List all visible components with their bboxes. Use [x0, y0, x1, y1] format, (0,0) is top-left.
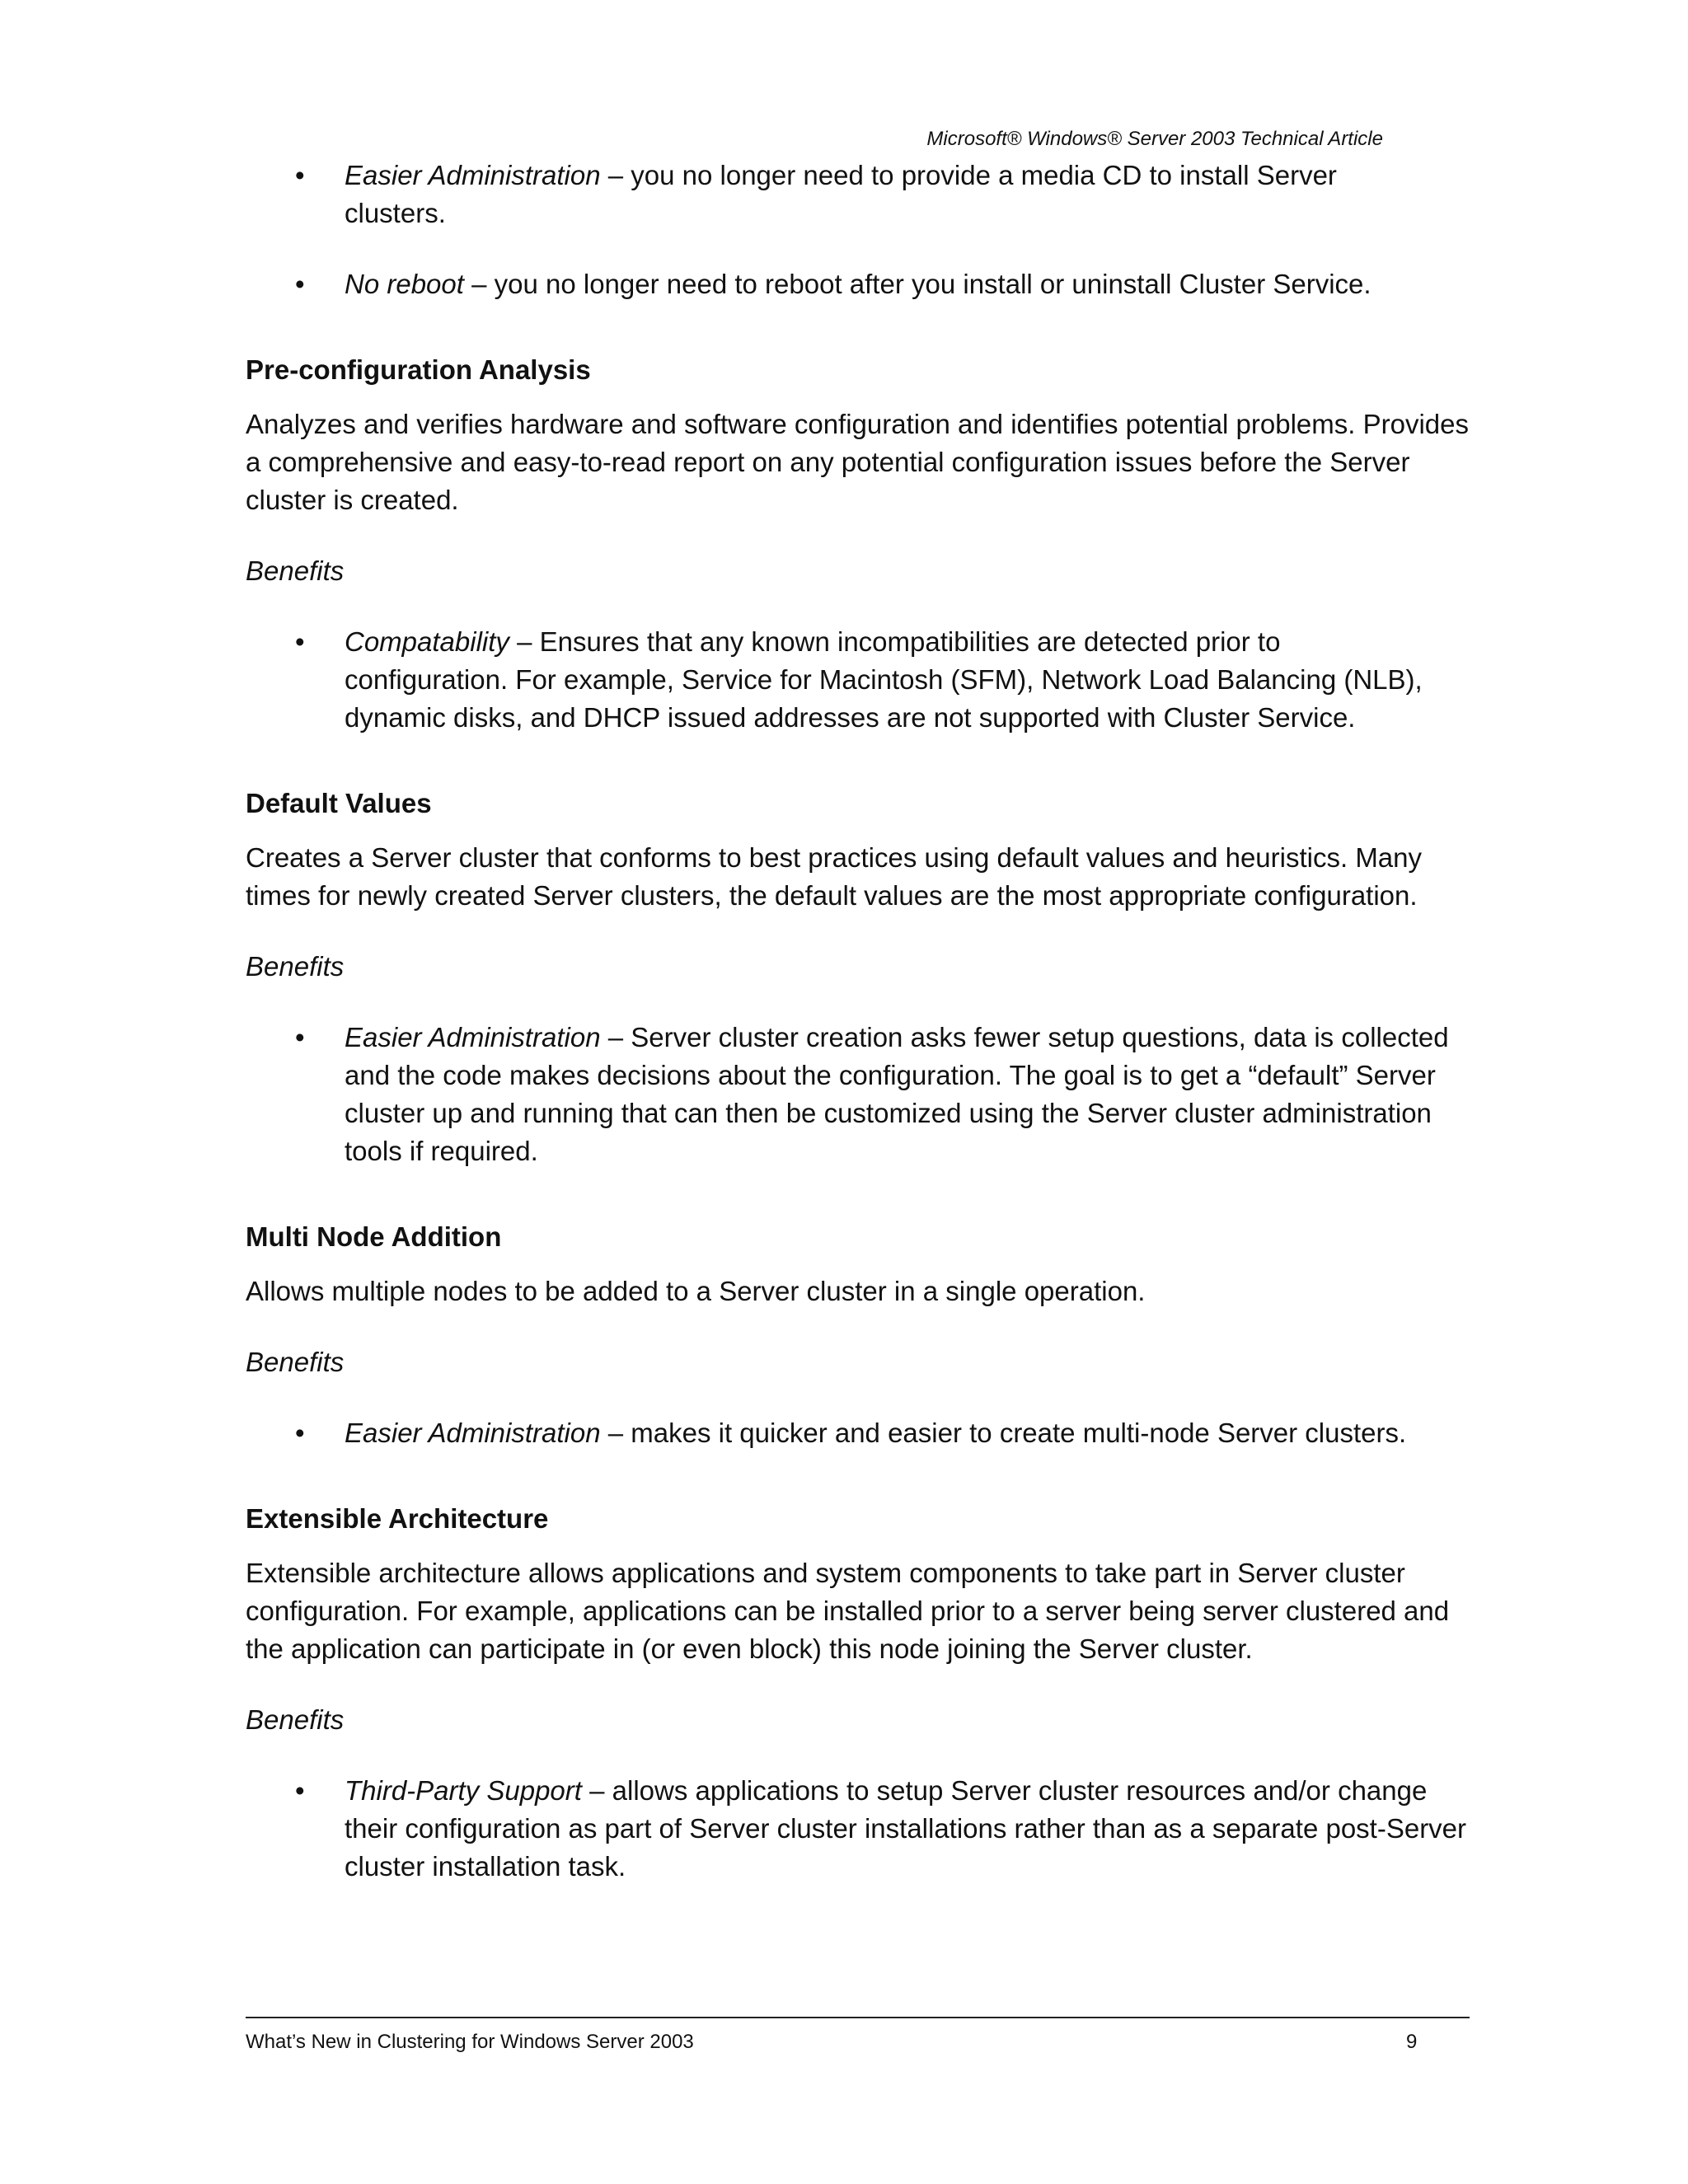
bullet-term: Easier Administration: [345, 1418, 601, 1448]
bullet-item: [246, 1414, 1482, 1452]
document-body: [246, 157, 1482, 1886]
bullet-item: [246, 1772, 1474, 1886]
bullet-text: – Server cluster creation asks fewer setup questions, data is collected and the code makes decisions about the configuration. The goal is to get a “default” Server cluster up and running that can then be customized using the Server cluster administration tools if required.: [345, 1022, 1449, 1166]
section-body: Analyzes and verifies hardware and software configuration and identifies potential problems. Provides a comprehensive and easy-to-read report on any potential configuration issues before the Server cluster is created.: [246, 409, 1470, 515]
bullet-text: – Ensures that any known incompatibilities are detected prior to configuration. For example, Service for Macintosh (SFM), Network Load Balancing (NLB), dynamic disks, and DHCP issued addresses are not supported with Cluster Service.: [345, 626, 1423, 733]
footer-title: What’s New in Clustering for Windows Server 2003: [246, 2031, 694, 2053]
section-body: Creates a Server cluster that conforms to best practices using default values and heuristics. Many times for newly created Server clusters, the default values are the most appropriate configuration.: [246, 842, 1423, 911]
bullet-term: Compatability: [345, 626, 509, 657]
section-body: Allows multiple nodes to be added to a Server cluster in a single operation.: [246, 1276, 1146, 1306]
bullet-term: Easier Administration: [345, 1022, 601, 1052]
bullet-dot: •: [295, 1022, 305, 1052]
running-header: Microsoft® Windows® Server 2003 Technical Article: [926, 128, 1383, 150]
bullet-item: [246, 623, 1424, 737]
benefits-label: Benefits: [246, 555, 345, 586]
bullet-item: [246, 157, 1416, 232]
bullet-term: Third-Party Support: [345, 1775, 582, 1806]
bullet-dot: •: [295, 269, 305, 299]
page-number: 9: [1406, 2031, 1418, 2053]
bullet-term: No reboot: [345, 269, 464, 299]
bullet-item: [246, 265, 1482, 303]
benefits-label: Benefits: [246, 1704, 345, 1735]
bullet-dot: •: [295, 1418, 305, 1448]
bullet-text: – makes it quicker and easier to create multi-node Server clusters.: [600, 1418, 1407, 1448]
footer-divider: [246, 2017, 1470, 2018]
benefits-label: Benefits: [246, 951, 345, 982]
bullet-text: – you no longer need to reboot after you install or uninstall Cluster Service.: [463, 269, 1372, 299]
bullet-term: Easier Administration: [345, 160, 601, 190]
bullet-dot: •: [295, 1775, 305, 1806]
section-heading: Pre-configuration Analysis: [246, 354, 591, 385]
section-heading: Extensible Architecture: [246, 1503, 549, 1534]
bullet-dot: •: [295, 626, 305, 657]
bullet-text: – you no longer need to provide a media CD to install Server clusters.: [345, 160, 1337, 228]
benefits-label: Benefits: [246, 1347, 345, 1377]
bullet-item: [246, 1019, 1465, 1170]
section-heading: Default Values: [246, 788, 432, 818]
section-heading: Multi Node Addition: [246, 1221, 502, 1252]
section-body: Extensible architecture allows applications and system components to take part in Server cluster configuration. For example, applications can be installed prior to a server being server clustered and the application can participate in (or even block) this node joining the Server cluster.: [246, 1558, 1450, 1664]
bullet-dot: •: [295, 160, 305, 190]
bullet-text: – allows applications to setup Server cluster resources and/or change their configuration as part of Server cluster installations rather than as a separate post-Server cluster installation task.: [345, 1775, 1467, 1882]
